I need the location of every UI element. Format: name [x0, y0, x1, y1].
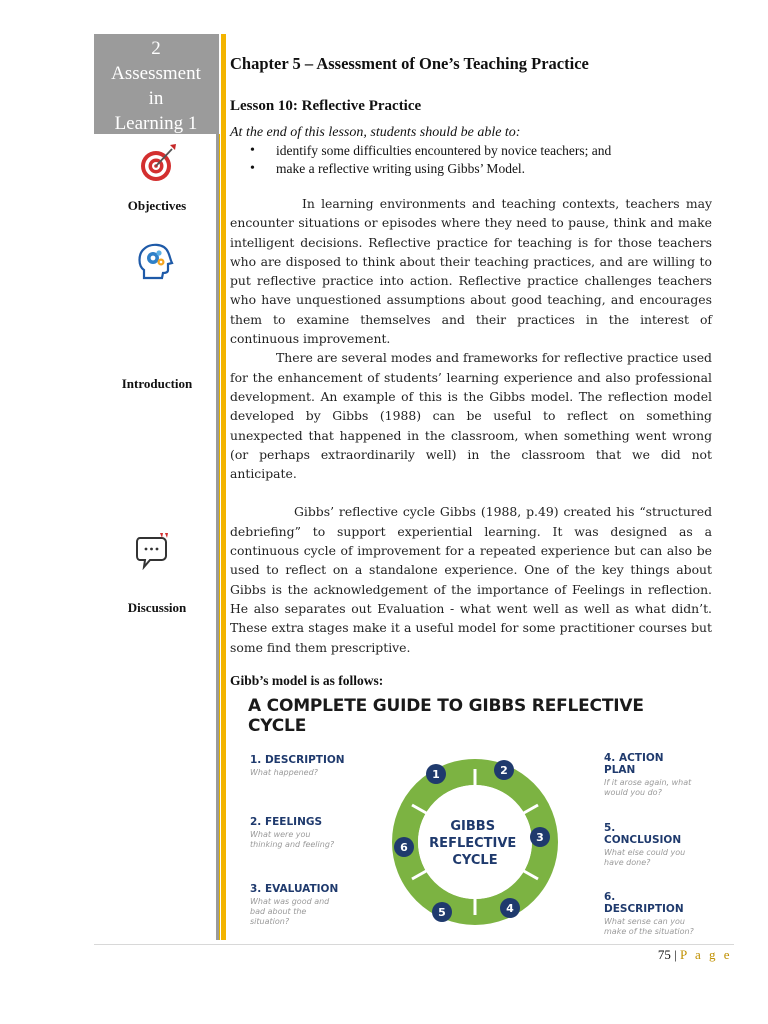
step-action-plan: [604, 752, 694, 798]
lesson-title: Lesson 10: Reflective Practice: [230, 98, 422, 114]
step-evaluation: [250, 883, 338, 927]
model-heading: Gibb’s model is as follows:: [230, 672, 384, 688]
step-number: 5: [438, 906, 446, 919]
step-number: 6: [400, 841, 408, 854]
step-question: What happened?: [250, 768, 318, 777]
sidebar-label-discussion: Discussion: [127, 600, 187, 615]
sidebar-label-introduction: Introduction: [121, 376, 193, 391]
head-gears-icon: [136, 240, 176, 282]
step-title: 5. CONCLUSION: [604, 822, 682, 846]
step-number: 2: [500, 764, 508, 777]
course-title-line: Assessment: [111, 63, 201, 84]
gibbs-cycle-figure: [244, 692, 694, 942]
cycle-center-line: REFLECTIVE: [429, 836, 517, 851]
step-title: 1. DESCRIPTION: [250, 754, 345, 766]
step-question: If it arose again, what would you do?: [604, 778, 692, 797]
course-title-line: 2: [151, 38, 161, 59]
step-question: What were you thinking and feeling?: [250, 830, 335, 849]
page-number-value: 75: [657, 947, 671, 962]
step-question: What was good and bad about the situation?: [250, 897, 330, 926]
step-description: [250, 754, 345, 778]
paragraph-frameworks: There are several modes and frameworks for reflective practice used for the enhancement of students’ learning experience and also professional development. An example of this is the Gibbs model. The reflection model developed by Gibbs (1988) can be useful to reflect on something unexpected that happened in the classroom, when something went wrong (or perhaps extraordinarily well) in the classroom that we did not anticipate.: [230, 350, 712, 482]
step-question: What sense can you make of the situation?: [604, 917, 694, 936]
course-title-box: [94, 34, 218, 134]
cycle-diagram: [390, 742, 560, 942]
step-title: 6. DESCRIPTION: [604, 891, 684, 915]
step-number: 1: [432, 768, 440, 781]
page-separator: |: [674, 947, 677, 962]
cycle-center-line: GIBBS: [450, 819, 496, 834]
chapter-title: Chapter 5 – Assessment of One’s Teaching Practice: [230, 54, 589, 73]
divider-thin: [219, 134, 220, 940]
page-word: P a g e: [679, 947, 732, 962]
step-number: 4: [506, 902, 514, 915]
cycle-center-line: CYCLE: [452, 853, 498, 868]
step-feelings: [250, 816, 334, 850]
figure-title: A COMPLETE GUIDE TO GIBBS REFLECTIVE CYCLE: [248, 696, 644, 736]
page-number: [658, 947, 732, 963]
target-icon: [136, 140, 180, 184]
step-question: What else could you have done?: [604, 848, 686, 867]
divider-gold: [221, 34, 226, 940]
sidebar-label-objectives: Objectives: [127, 198, 187, 213]
step-title: 3. EVALUATION: [250, 883, 339, 895]
step-title: 4. ACTION PLAN: [604, 752, 664, 776]
step-number: 3: [536, 831, 544, 844]
speech-bubble-icon: [136, 530, 172, 570]
objectives-intro: At the end of this lesson, students should be able to:: [230, 125, 521, 140]
objective-item: • make a reflective writing using Gibbs’ Model.: [250, 160, 712, 178]
objectives-list: [250, 142, 712, 178]
course-title-line: Learning 1: [114, 113, 198, 134]
step-title: 2. FEELINGS: [250, 816, 323, 828]
step-conclusion: [604, 822, 694, 868]
main-content: [230, 52, 712, 689]
paragraph-introduction: In learning environments and teaching contexts, teachers may encounter situations or episodes where they need to pause, think and make intelligent decisions. Reflective practice for teaching is for those teachers who are disposed to think about their teaching practices, and are willing to put reflective practice into action. Reflective practice challenges teachers who have unquestioned assumptions about good teaching, and encourages them to examine themselves and their practices in the interest of continuous improvement.: [230, 196, 712, 347]
footer-rule: [94, 944, 734, 945]
course-title-line: in: [148, 88, 164, 109]
objective-item: • identify some difficulties encountered by novice teachers; and: [250, 142, 712, 160]
paragraph-gibbs-cycle: Gibbs’ reflective cycle Gibbs (1988, p.49) created his “structured debriefing” to support experiential learning. It was designed as a continuous cycle of improvement for a repeated experience but can also be used to reflect on a standalone experience. One of the key things about Gibbs is the acknowledgement of the importance of Feelings in reflection. He also separates out Evaluation - what went well as well as what didn’t. These extra stages make it a useful model for some practitioner courses but some find them prescriptive.: [230, 504, 712, 655]
step-description-6: [604, 891, 694, 937]
